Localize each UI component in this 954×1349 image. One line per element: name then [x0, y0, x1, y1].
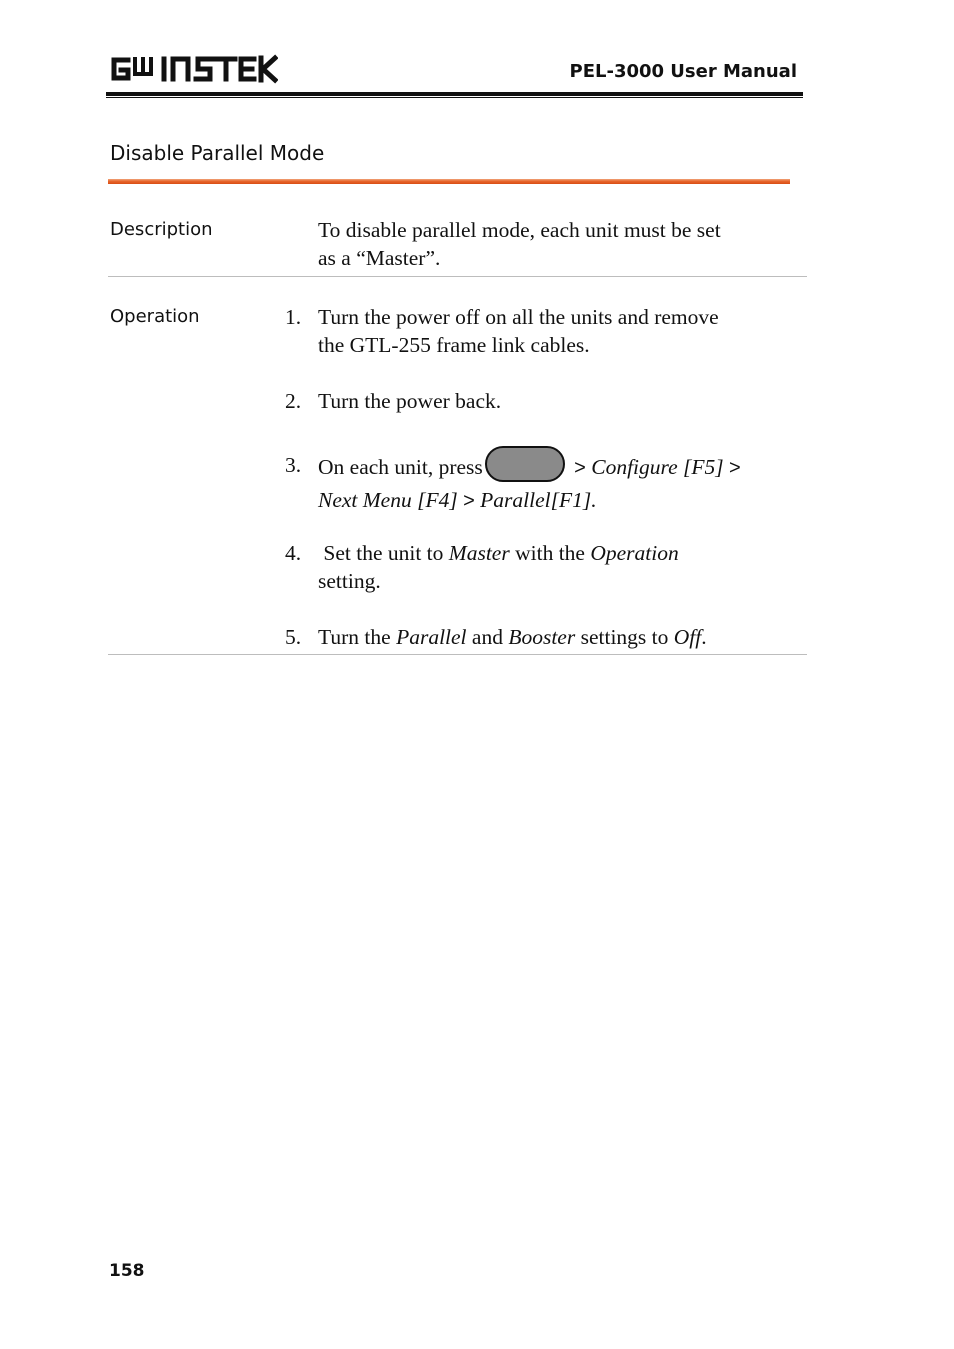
row-divider — [108, 654, 807, 655]
description-line-2: as a “Master”. — [318, 246, 441, 270]
svg-text:GW INSTEK: GW INSTEK — [108, 54, 114, 55]
description-label: Description — [110, 219, 213, 240]
step-5-text: . — [701, 625, 707, 649]
step-4-text: with the — [515, 541, 585, 565]
header-rule — [106, 92, 803, 96]
section-title-underline — [108, 179, 790, 184]
operation-label: Operation — [110, 306, 200, 327]
step-1-line-2: the GTL-255 frame link cables. — [318, 333, 590, 357]
step-number: 5. — [285, 625, 302, 649]
step-5 — [318, 623, 798, 651]
step-4-master: Master — [448, 541, 510, 565]
step-4-text: setting. — [318, 569, 381, 593]
gw-instek-logo — [108, 54, 278, 84]
parallel-f1-menu: Parallel[F1]. — [480, 488, 597, 513]
menu-separator: > — [574, 457, 586, 479]
next-menu-f4-menu: Next Menu [F4] — [318, 488, 458, 513]
menu-separator: > — [463, 490, 475, 513]
row-divider — [108, 276, 807, 277]
header-rule-thin — [106, 97, 803, 98]
step-5-text: Turn the — [318, 625, 391, 649]
description-text — [318, 216, 721, 272]
step-5-off: Off — [673, 625, 702, 649]
section-title: Disable Parallel Mode — [110, 141, 325, 165]
step-number: 1. — [285, 305, 302, 329]
description-line-1: To disable parallel mode, each unit must be set — [318, 218, 721, 242]
step-3-prefix: On each unit, press — [318, 455, 483, 479]
step-3 — [318, 451, 798, 517]
step-4-operation: Operation — [590, 541, 679, 565]
page-number: 158 — [109, 1261, 145, 1281]
step-1 — [318, 303, 798, 359]
blank-key-button[interactable] — [485, 446, 565, 482]
step-number: 3. — [285, 453, 302, 477]
step-5-text: and — [471, 625, 503, 649]
step-number: 4. — [285, 541, 302, 565]
step-5-parallel: Parallel — [396, 625, 467, 649]
step-2-text: Turn the power back. — [318, 389, 502, 413]
step-2 — [318, 387, 798, 415]
step-5-booster: Booster — [508, 625, 576, 649]
menu-separator: > — [729, 457, 741, 479]
manual-title: PEL-3000 User Manual — [569, 61, 797, 82]
step-5-text: settings to — [580, 625, 669, 649]
step-4-text: Set the unit to — [318, 541, 444, 565]
step-4 — [318, 539, 798, 595]
configure-f5-menu: Configure [F5] — [591, 455, 724, 479]
step-1-line-1: Turn the power off on all the units and remove — [318, 305, 719, 329]
step-number: 2. — [285, 389, 302, 413]
